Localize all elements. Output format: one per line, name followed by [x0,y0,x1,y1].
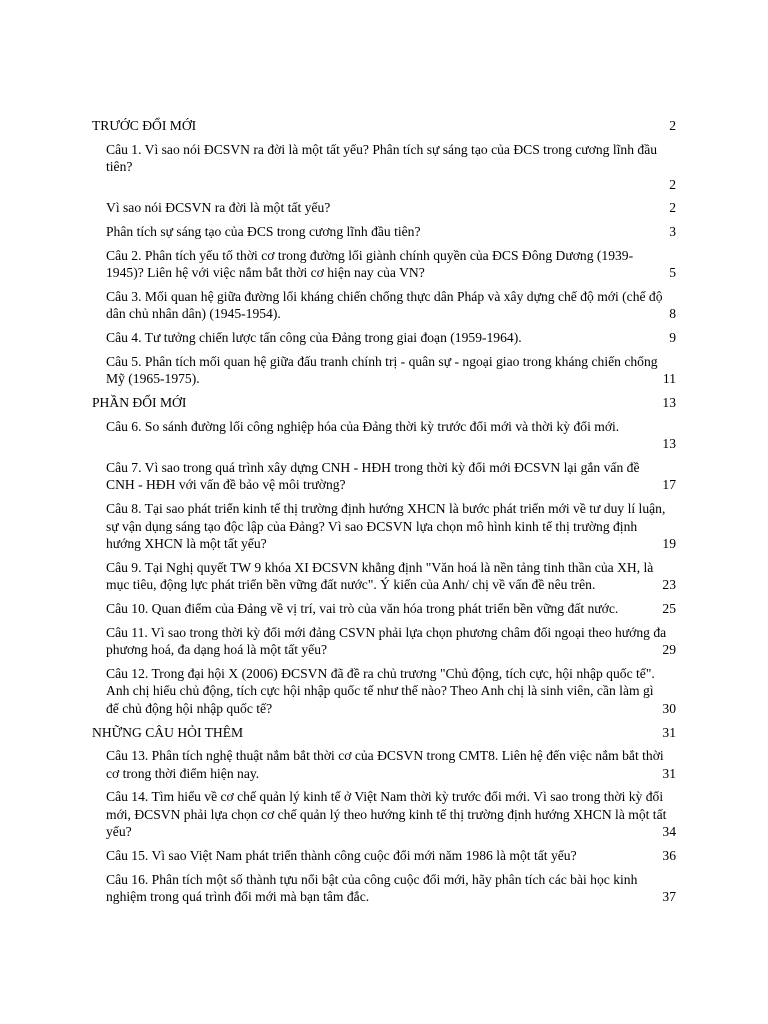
toc-item-text: Câu 2. Phân tích yếu tố thời cơ trong đường lối giành chính quyền của ĐCS Đông Dương (1939-1945)? Liên hệ với việc nắm bắt thời cơ hiện nay của VN? [106,247,634,281]
toc-item-cau-16[interactable] [92,871,676,906]
toc-page-number: 30 [662,700,676,716]
toc-item-text: Câu 7. Vì sao trong quá trình xây dựng CNH - HĐH trong thời kỳ đổi mới ĐCSVN lại gắn vấn đề CNH - HĐH với vấn đề bảo vệ môi trường? [106,459,640,493]
toc-page-number: 11 [662,371,676,387]
toc-item-text: Câu 11. Vì sao trong thời kỳ đổi mới đảng CSVN phải lựa chọn phương châm đối ngoại theo hướng đa phương hoá, đa dạng hoá là một tất yếu? [106,624,667,658]
toc-page-number: 8 [669,306,676,322]
toc-page-number: 19 [662,536,676,552]
toc-item-cau-1b[interactable] [92,223,676,241]
toc-item-cau-1[interactable] [92,141,676,194]
toc-page-number: 31 [662,765,676,781]
toc-page-number: 9 [669,330,676,346]
toc-page-number: 13 [662,395,676,410]
toc-item-text: Câu 15. Vì sao Việt Nam phát triển thành công cuộc đổi mới năm 1986 là một tất yếu? [106,848,577,864]
toc-item-text: Câu 1. Vì sao nói ĐCSVN ra đời là một tất yếu? Phân tích sự sáng tạo của ĐCS trong cương lĩnh đầu tiên? [106,141,658,175]
toc-page-number: 5 [669,265,676,281]
toc-item-cau-8[interactable] [92,500,676,553]
toc-heading-truoc-doi-moi[interactable] [92,117,676,135]
toc-heading-nhung-cau-hoi-them[interactable] [92,724,676,742]
toc-item-text: Câu 14. Tìm hiểu về cơ chế quản lý kinh tế ở Việt Nam thời kỳ trước đổi mới. Vì sao trong thời kỳ đổi mới, ĐCSVN phải lựa chọn cơ chế quản lý theo hướng kinh tế thị trường định hướng XHCN là một tất yếu? [106,789,667,840]
toc-item-cau-12[interactable] [92,665,676,718]
toc-item-cau-13[interactable] [92,747,676,782]
toc-item-cau-5[interactable] [92,353,676,388]
toc-page-number: 17 [662,477,676,493]
toc-heading-phan-doi-moi[interactable] [92,394,676,412]
toc-page-number: 3 [669,224,676,240]
toc-page-number: 13 [662,436,676,452]
toc-item-cau-9[interactable] [92,559,676,594]
toc-item-text: Phân tích sự sáng tạo của ĐCS trong cương lĩnh đầu tiên? [106,224,421,240]
toc-item-cau-3[interactable] [92,288,676,323]
toc-page-number: 23 [662,577,676,593]
table-of-contents [92,117,676,912]
toc-item-cau-2[interactable] [92,247,676,282]
toc-heading-text: TRƯỚC ĐỔI MỚI [92,118,197,133]
toc-item-text: Câu 5. Phân tích mối quan hệ giữa đấu tranh chính trị - quân sự - ngoại giao trong kháng chiến chống Mỹ (1965-1975). [106,353,658,387]
toc-item-cau-4[interactable] [92,329,676,347]
toc-page-number: 36 [662,848,676,864]
toc-item-text: Câu 16. Phân tích một số thành tựu nổi bật của công cuộc đổi mới, hãy phân tích các bài học kinh nghiệm trong quá trình đổi mới mà bạn tâm đắc. [106,871,638,905]
toc-item-cau-15[interactable] [92,847,676,865]
toc-item-cau-14[interactable] [92,788,676,841]
toc-item-text: Câu 8. Tại sao phát triển kinh tế thị trường định hướng XHCN là bước phát triển mới về tư duy lí luận, sự vận dụng sáng tạo độc lập của Đảng? Vì sao ĐCSVN lựa chọn mô hình kinh tế thị trường định hướng XHCN là một tất yếu? [106,501,666,552]
toc-item-text: Câu 9. Tại Nghị quyết TW 9 khóa XI ĐCSVN khẳng định "Văn hoá là nền tảng tinh thần của XH, là mục tiêu, động lực phát triển bền vững đất nước". Ý kiến của Anh/ chị về vấn đề nêu trên. [106,559,654,593]
toc-heading-text: PHẦN ĐỔI MỚI [92,395,187,410]
toc-item-cau-10[interactable] [92,600,676,618]
toc-item-text: Câu 3. Mối quan hệ giữa đường lối kháng chiến chống thực dân Pháp và xây dựng chế độ mới (chế độ dân chủ nhân dân) (1945-1954). [106,288,663,322]
toc-item-text: Câu 12. Trong đại hội X (2006) ĐCSVN đã đề ra chủ trương "Chủ động, tích cực, hội nhập quốc tế". Anh chị hiểu chủ động, tích cực hội nhập quốc tế như thế nào? Theo Anh chị là sinh viên, cần làm gì để chủ động hội nhập quốc tế? [106,665,655,716]
toc-page-number: 25 [662,600,676,616]
toc-page-number: 34 [662,824,676,840]
toc-page-number: 2 [669,176,676,192]
toc-page-number: 29 [662,642,676,658]
toc-item-text: Câu 10. Quan điểm của Đảng về vị trí, vai trò của văn hóa trong phát triển bền vững đất nước. [106,600,619,616]
toc-page-number: 2 [669,200,676,216]
toc-item-cau-1a[interactable] [92,199,676,217]
toc-item-cau-6[interactable] [92,418,676,453]
toc-heading-text: NHỮNG CÂU HỎI THÊM [92,724,244,740]
toc-page-number: 31 [662,724,676,740]
toc-page-number: 2 [669,118,676,133]
toc-item-text: Vì sao nói ĐCSVN ra đời là một tất yếu? [106,200,331,216]
toc-item-cau-7[interactable] [92,459,676,494]
toc-item-cau-11[interactable] [92,624,676,659]
toc-item-text: Câu 6. So sánh đường lối công nghiệp hóa của Đảng thời kỳ trước đổi mới và thời kỳ đổi mới. [106,418,620,434]
toc-item-text: Câu 13. Phân tích nghệ thuật nắm bắt thời cơ của ĐCSVN trong CMT8. Liên hệ đến việc nắm bắt thời cơ trong thời điểm hiện nay. [106,748,664,781]
toc-item-text: Câu 4. Tư tưởng chiến lược tấn công của Đảng trong giai đoạn (1959-1964). [106,330,522,346]
toc-page-number: 37 [662,889,676,905]
